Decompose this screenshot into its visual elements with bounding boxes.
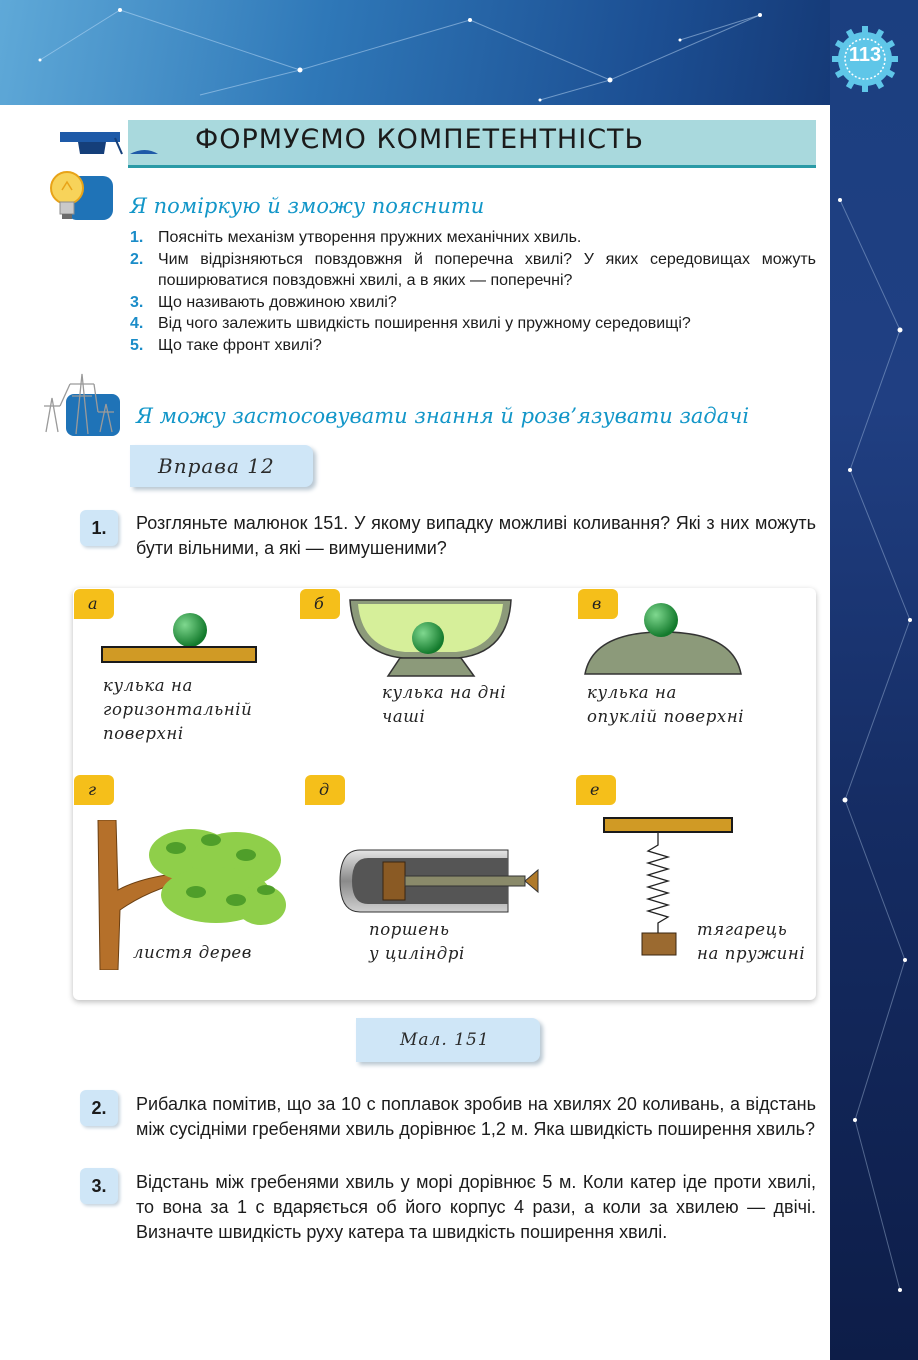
- lightbulb-icon: [45, 168, 113, 226]
- figure-caption-v: [587, 681, 744, 729]
- caption-line: кулька на: [587, 683, 677, 702]
- question-text: Що називають довжиною хвилі?: [158, 293, 397, 311]
- question-number: 3.: [130, 293, 144, 311]
- figure-caption-e: [697, 918, 805, 966]
- figure-tag: е: [576, 775, 616, 805]
- ball-in-bowl-illustration: [348, 598, 513, 680]
- task-number: 3.: [80, 1168, 118, 1204]
- question-text: Поясніть механізм утворення пружних механічних хвиль.: [158, 229, 582, 246]
- side-background: [830, 0, 918, 1360]
- ball-on-convex-surface-illustration: [583, 600, 743, 678]
- caption-line: кулька на: [103, 676, 193, 695]
- figure-caption-d: [369, 918, 465, 966]
- power-tower-icon: [40, 370, 120, 436]
- figure-tag: в: [578, 589, 618, 619]
- figure-caption: Мал. 151: [400, 1030, 490, 1050]
- question-number: 4.: [130, 315, 144, 332]
- caption-line: тягарець: [697, 920, 788, 939]
- list-item: [130, 313, 816, 335]
- explain-heading: Я поміркую й зможу пояснити: [130, 194, 485, 218]
- task-text: Рибалка помітив, що за 10 с поплавок зробив на хвилях 20 коливань, а відстань між сусідніми гребенями хвиль дорівнює 1,2 м. Яка швидкість поширення хвиль?: [136, 1094, 816, 1139]
- piston-in-cylinder-illustration: [338, 848, 548, 914]
- list-item: [130, 292, 816, 314]
- constellation-decoration: [0, 0, 918, 105]
- page-number: 113: [848, 44, 882, 66]
- question-number: 5.: [130, 336, 144, 354]
- figure-caption-a: [103, 674, 252, 746]
- list-item: [130, 227, 816, 249]
- figure-tag: а: [74, 589, 114, 619]
- list-item: [130, 335, 816, 357]
- apply-heading: Я можу застосовувати знання й розв’язувати задачі: [136, 404, 750, 428]
- caption-line: горизонтальній: [103, 700, 253, 719]
- caption-line: у циліндрі: [369, 944, 465, 963]
- caption-line: на пружині: [697, 944, 806, 963]
- graduation-cap-icon: [60, 128, 160, 160]
- figure-caption-g: [133, 941, 252, 965]
- caption-line: листя дерев: [133, 943, 252, 962]
- figure-tag: г: [74, 775, 114, 805]
- section-title: ФОРМУЄМО КОМПЕТЕНТНІСТЬ: [195, 124, 645, 155]
- figure-tag: б: [300, 589, 340, 619]
- question-text: Чим відрізняються повздовжня й поперечна хвилі? У яких середовищах можуть поширюватися повздовжні хвилі, а в яких — поперечні?: [158, 250, 816, 289]
- task-text: Розгляньте малюнок 151. У якому випадку можливі коливання? Які з них можуть бути вільними, а які — вимушеними?: [136, 513, 816, 558]
- figure-caption-b: [382, 681, 506, 729]
- caption-line: поверхні: [103, 724, 184, 743]
- question-text: Від чого залежить швидкість поширення хвилі у пружному середовищі?: [158, 315, 691, 332]
- question-text: Що таке фронт хвилі?: [158, 336, 322, 354]
- caption-line: чаші: [382, 707, 426, 726]
- question-number: 2.: [130, 250, 144, 268]
- exercise-label: Вправа 12: [158, 454, 275, 478]
- header-background: [0, 0, 918, 105]
- caption-line: поршень: [369, 920, 450, 939]
- list-item: [130, 249, 816, 292]
- caption-line: опуклій поверхні: [587, 707, 745, 726]
- caption-line: кулька на дні: [382, 683, 507, 702]
- task-text: Відстань між гребенями хвиль у морі дорівнює 5 м. Коли катер іде проти хвилі, то вона за 1 с вдаряється об його корпус 4 рази, а коли за хвилею — двічі. Визначте швидкість руху катера та швидкість поширення хвилі.: [136, 1172, 816, 1242]
- task-number: 1.: [80, 510, 118, 546]
- ball-on-flat-surface-illustration: [100, 608, 260, 668]
- question-number: 1.: [130, 229, 144, 246]
- constellation-decoration-side: [830, 0, 918, 1360]
- figure-tag: д: [305, 775, 345, 805]
- question-list: [130, 227, 816, 356]
- task-number: 2.: [80, 1090, 118, 1126]
